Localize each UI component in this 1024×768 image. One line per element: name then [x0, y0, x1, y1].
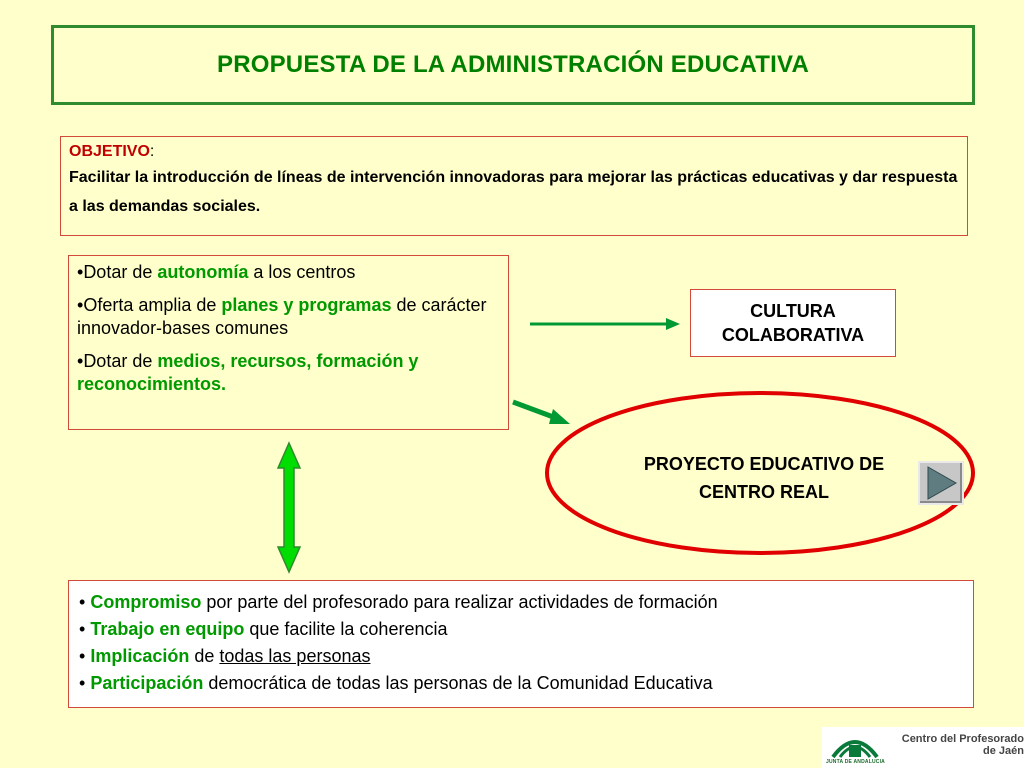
- diagonal-arrow-icon: [513, 402, 570, 424]
- commitment-bullet: •: [79, 673, 86, 693]
- proyecto-line: PROYECTO EDUCATIVO DE: [643, 454, 885, 474]
- commitment-text: por parte del profesorado para realizar actividades de formación: [201, 592, 718, 612]
- right-arrow-icon: [530, 318, 680, 330]
- commitment-text: democrática de todas las personas de la Comunidad Educativa: [203, 673, 713, 693]
- measure-text: Oferta amplia de: [83, 295, 222, 315]
- measure-text: a los centros: [248, 262, 356, 282]
- objective-label: OBJETIVO: [69, 143, 150, 160]
- commitment-text: de: [189, 646, 220, 666]
- next-slide-button[interactable]: [918, 461, 964, 505]
- commitment-item: [79, 616, 973, 643]
- cultura-box: [690, 289, 896, 357]
- commitment-highlight: Compromiso: [90, 592, 202, 612]
- page-title: PROPUESTA DE LA ADMINISTRACIÓN EDUCATIVA: [216, 51, 809, 78]
- measure-highlight: medios, recursos, formación y reconocimientos.: [77, 351, 419, 394]
- commitments-box: [68, 580, 974, 708]
- proyecto-line: CENTRO REAL: [699, 482, 829, 502]
- logo-junta-text: JUNTA DE ANDALUCIA: [826, 759, 885, 765]
- measure-bullet: •: [77, 351, 84, 371]
- measure-text: de carácter innovador-bases comunes: [77, 295, 487, 338]
- logo-name-line: de Jaén: [983, 745, 1024, 757]
- cultura-line: COLABORATIVA: [721, 325, 865, 345]
- commitment-text: que facilite la coherencia: [244, 619, 448, 639]
- commitment-highlight: Implicación: [90, 646, 190, 666]
- next-slide-icon: [920, 463, 962, 503]
- measure-text: Dotar de: [83, 351, 158, 371]
- commitment-item: [79, 643, 973, 670]
- measure-highlight: autonomía: [157, 262, 249, 282]
- measure-highlight: planes y programas: [221, 295, 392, 315]
- cultura-line: CULTURA: [750, 301, 836, 321]
- commitment-bullet: •: [79, 619, 86, 639]
- commitment-highlight: Participación: [90, 673, 204, 693]
- measure-bullet: •: [77, 262, 84, 282]
- commitment-item: [79, 589, 973, 616]
- commitment-bullet: •: [79, 646, 86, 666]
- logo-name-line: Centro del Profesorado: [901, 733, 1024, 745]
- measure-text: Dotar de: [83, 262, 158, 282]
- commitment-bullet: •: [79, 592, 86, 612]
- commitment-underlined: todas las personas: [219, 646, 371, 666]
- double-arrow-icon: [278, 443, 300, 572]
- objective-colon: :: [149, 143, 155, 160]
- logo-name: [884, 733, 1024, 757]
- commitment-item: [79, 670, 973, 697]
- measure-bullet: •: [77, 295, 84, 315]
- proyecto-text: [604, 450, 924, 506]
- objective-text: Facilitar la introducción de líneas de intervención innovadoras para mejorar las prácticas educativas y dar respuesta a las demandas sociales.: [69, 169, 958, 215]
- commitment-highlight: Trabajo en equipo: [90, 619, 245, 639]
